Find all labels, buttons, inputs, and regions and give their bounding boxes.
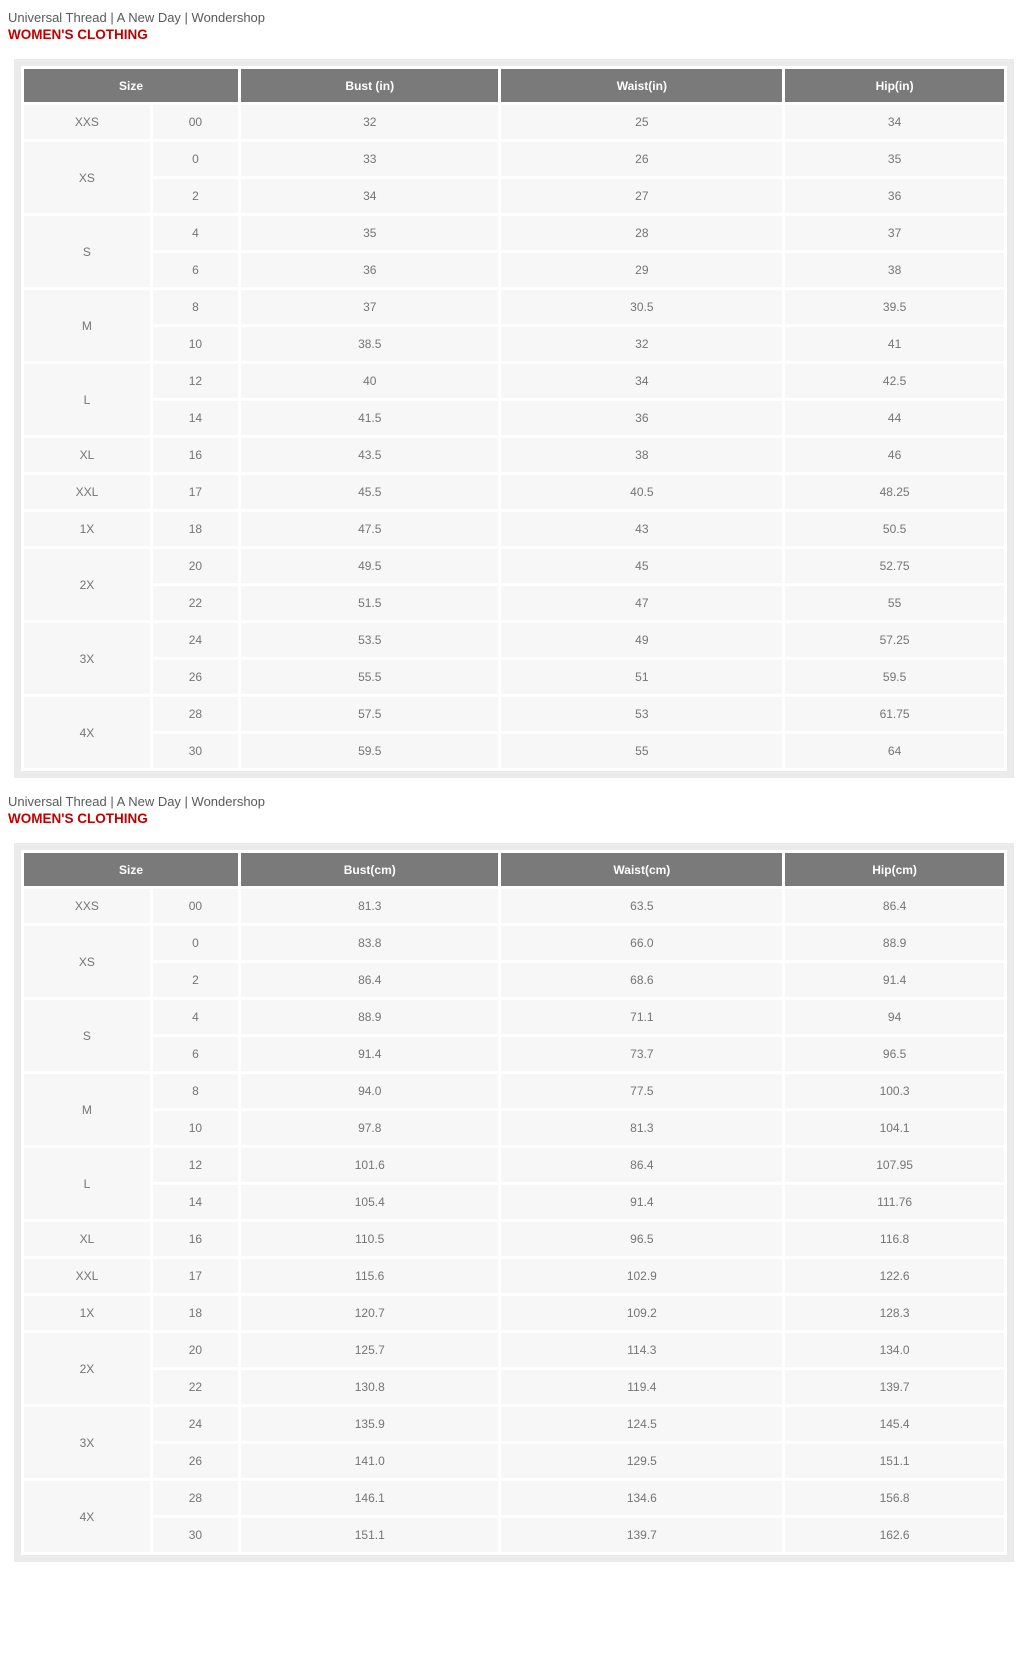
bust-cell: 34	[241, 179, 498, 213]
waist-cell: 53	[501, 697, 782, 731]
size-number-cell: 26	[153, 660, 238, 694]
size-number-cell: 24	[153, 623, 238, 657]
hip-cell: 134.0	[785, 1333, 1004, 1367]
column-header-bust: Bust(cm)	[241, 853, 498, 886]
bust-cell: 51.5	[241, 586, 498, 620]
size-chart-section-centimeters	[0, 778, 1024, 1562]
hip-cell: 162.6	[785, 1518, 1004, 1552]
size-number-cell: 16	[153, 1222, 238, 1256]
table-row	[24, 1333, 1004, 1367]
table-row	[24, 327, 1004, 361]
hip-cell: 46	[785, 438, 1004, 472]
size-letter-cell: XXS	[24, 889, 150, 923]
waist-cell: 109.2	[501, 1296, 782, 1330]
size-letter-cell: S	[24, 216, 150, 287]
size-letter-cell: 3X	[24, 623, 150, 694]
waist-cell: 25	[501, 105, 782, 139]
bust-cell: 40	[241, 364, 498, 398]
size-letter-cell: 1X	[24, 1296, 150, 1330]
hip-cell: 91.4	[785, 963, 1004, 997]
table-row	[24, 1074, 1004, 1108]
table-row	[24, 1185, 1004, 1219]
table-row	[24, 475, 1004, 509]
column-header-size: Size	[24, 69, 238, 102]
bust-cell: 83.8	[241, 926, 498, 960]
table-row	[24, 1370, 1004, 1404]
size-number-cell: 12	[153, 1148, 238, 1182]
size-number-cell: 30	[153, 1518, 238, 1552]
waist-cell: 96.5	[501, 1222, 782, 1256]
table-row	[24, 586, 1004, 620]
hip-cell: 52.75	[785, 549, 1004, 583]
size-table-container-centimeters	[14, 843, 1014, 1562]
waist-cell: 124.5	[501, 1407, 782, 1441]
waist-cell: 139.7	[501, 1518, 782, 1552]
size-number-cell: 0	[153, 926, 238, 960]
table-row	[24, 1481, 1004, 1515]
breadcrumb: Universal Thread | A New Day | Wondershop	[8, 794, 266, 809]
size-number-cell: 2	[153, 963, 238, 997]
hip-cell: 42.5	[785, 364, 1004, 398]
bust-cell: 146.1	[241, 1481, 498, 1515]
size-number-cell: 30	[153, 734, 238, 768]
bust-cell: 38.5	[241, 327, 498, 361]
hip-cell: 111.76	[785, 1185, 1004, 1219]
table-row	[24, 1148, 1004, 1182]
waist-cell: 29	[501, 253, 782, 287]
table-row	[24, 179, 1004, 213]
hip-cell: 64	[785, 734, 1004, 768]
hip-cell: 88.9	[785, 926, 1004, 960]
bust-cell: 32	[241, 105, 498, 139]
hip-cell: 86.4	[785, 889, 1004, 923]
waist-cell: 28	[501, 216, 782, 250]
hip-cell: 145.4	[785, 1407, 1004, 1441]
size-letter-cell: M	[24, 290, 150, 361]
waist-cell: 134.6	[501, 1481, 782, 1515]
size-number-cell: 17	[153, 475, 238, 509]
bust-cell: 88.9	[241, 1000, 498, 1034]
size-letter-cell: XS	[24, 926, 150, 997]
size-letter-cell: XL	[24, 438, 150, 472]
size-chart-section-inches	[0, 0, 1024, 778]
size-letter-cell: M	[24, 1074, 150, 1145]
table-row	[24, 512, 1004, 546]
waist-cell: 102.9	[501, 1259, 782, 1293]
hip-cell: 41	[785, 327, 1004, 361]
bust-cell: 35	[241, 216, 498, 250]
size-number-cell: 14	[153, 1185, 238, 1219]
waist-cell: 49	[501, 623, 782, 657]
size-number-cell: 14	[153, 401, 238, 435]
hip-cell: 156.8	[785, 1481, 1004, 1515]
bust-cell: 94.0	[241, 1074, 498, 1108]
column-header-hip: Hip(cm)	[785, 853, 1004, 886]
size-number-cell: 22	[153, 586, 238, 620]
bust-cell: 49.5	[241, 549, 498, 583]
bust-cell: 53.5	[241, 623, 498, 657]
size-number-cell: 6	[153, 1037, 238, 1071]
bust-cell: 115.6	[241, 1259, 498, 1293]
hip-cell: 57.25	[785, 623, 1004, 657]
waist-cell: 63.5	[501, 889, 782, 923]
waist-cell: 91.4	[501, 1185, 782, 1219]
size-letter-cell: XXS	[24, 105, 150, 139]
size-number-cell: 6	[153, 253, 238, 287]
table-row	[24, 1296, 1004, 1330]
column-header-waist: Waist(cm)	[501, 853, 782, 886]
waist-cell: 119.4	[501, 1370, 782, 1404]
bust-cell: 130.8	[241, 1370, 498, 1404]
hip-cell: 122.6	[785, 1259, 1004, 1293]
bust-cell: 43.5	[241, 438, 498, 472]
waist-cell: 26	[501, 142, 782, 176]
table-row	[24, 364, 1004, 398]
size-number-cell: 10	[153, 1111, 238, 1145]
size-number-cell: 24	[153, 1407, 238, 1441]
hip-cell: 37	[785, 216, 1004, 250]
size-number-cell: 16	[153, 438, 238, 472]
table-row	[24, 963, 1004, 997]
table-header-row	[24, 69, 1004, 102]
size-letter-cell: L	[24, 1148, 150, 1219]
table-row	[24, 1222, 1004, 1256]
size-letter-cell: 2X	[24, 1333, 150, 1404]
waist-cell: 36	[501, 401, 782, 435]
hip-cell: 116.8	[785, 1222, 1004, 1256]
table-row	[24, 1037, 1004, 1071]
waist-cell: 45	[501, 549, 782, 583]
bust-cell: 41.5	[241, 401, 498, 435]
table-row	[24, 926, 1004, 960]
hip-cell: 35	[785, 142, 1004, 176]
hip-cell: 139.7	[785, 1370, 1004, 1404]
hip-cell: 151.1	[785, 1444, 1004, 1478]
table-row	[24, 549, 1004, 583]
size-number-cell: 00	[153, 889, 238, 923]
size-number-cell: 4	[153, 1000, 238, 1034]
size-number-cell: 20	[153, 1333, 238, 1367]
waist-cell: 68.6	[501, 963, 782, 997]
table-row	[24, 1259, 1004, 1293]
hip-cell: 38	[785, 253, 1004, 287]
waist-cell: 73.7	[501, 1037, 782, 1071]
table-row	[24, 253, 1004, 287]
bust-cell: 47.5	[241, 512, 498, 546]
hip-cell: 36	[785, 179, 1004, 213]
table-row	[24, 216, 1004, 250]
table-row	[24, 623, 1004, 657]
table-row	[24, 697, 1004, 731]
hip-cell: 34	[785, 105, 1004, 139]
hip-cell: 104.1	[785, 1111, 1004, 1145]
table-row	[24, 401, 1004, 435]
size-letter-cell: 2X	[24, 549, 150, 620]
size-number-cell: 18	[153, 512, 238, 546]
bust-cell: 91.4	[241, 1037, 498, 1071]
table-header-row	[24, 853, 1004, 886]
waist-cell: 129.5	[501, 1444, 782, 1478]
table-row	[24, 1407, 1004, 1441]
size-number-cell: 10	[153, 327, 238, 361]
breadcrumb: Universal Thread | A New Day | Wondershop	[8, 10, 266, 25]
size-number-cell: 8	[153, 290, 238, 324]
hip-cell: 59.5	[785, 660, 1004, 694]
bust-cell: 110.5	[241, 1222, 498, 1256]
table-row	[24, 1444, 1004, 1478]
bust-cell: 135.9	[241, 1407, 498, 1441]
table-row	[24, 734, 1004, 768]
size-number-cell: 18	[153, 1296, 238, 1330]
bust-cell: 36	[241, 253, 498, 287]
hip-cell: 61.75	[785, 697, 1004, 731]
bust-cell: 45.5	[241, 475, 498, 509]
size-number-cell: 26	[153, 1444, 238, 1478]
size-table-inches	[21, 66, 1007, 771]
hip-cell: 48.25	[785, 475, 1004, 509]
size-letter-cell: XL	[24, 1222, 150, 1256]
waist-cell: 34	[501, 364, 782, 398]
column-header-waist: Waist(in)	[501, 69, 782, 102]
size-number-cell: 2	[153, 179, 238, 213]
size-letter-cell: XXL	[24, 1259, 150, 1293]
size-number-cell: 28	[153, 1481, 238, 1515]
hip-cell: 100.3	[785, 1074, 1004, 1108]
hip-cell: 50.5	[785, 512, 1004, 546]
size-number-cell: 4	[153, 216, 238, 250]
size-letter-cell: 3X	[24, 1407, 150, 1478]
table-row	[24, 142, 1004, 176]
size-letter-cell: L	[24, 364, 150, 435]
waist-cell: 47	[501, 586, 782, 620]
waist-cell: 30.5	[501, 290, 782, 324]
page-heading: WOMEN'S CLOTHING	[8, 27, 148, 42]
waist-cell: 71.1	[501, 1000, 782, 1034]
bust-cell: 59.5	[241, 734, 498, 768]
waist-cell: 114.3	[501, 1333, 782, 1367]
waist-cell: 32	[501, 327, 782, 361]
page-heading: WOMEN'S CLOTHING	[8, 811, 148, 826]
size-letter-cell: XS	[24, 142, 150, 213]
table-row	[24, 438, 1004, 472]
table-row	[24, 1111, 1004, 1145]
size-table-centimeters	[21, 850, 1007, 1555]
bust-cell: 33	[241, 142, 498, 176]
hip-cell: 94	[785, 1000, 1004, 1034]
bust-cell: 37	[241, 290, 498, 324]
size-number-cell: 22	[153, 1370, 238, 1404]
table-row	[24, 660, 1004, 694]
table-row	[24, 1000, 1004, 1034]
table-row	[24, 1518, 1004, 1552]
size-letter-cell: XXL	[24, 475, 150, 509]
bust-cell: 97.8	[241, 1111, 498, 1145]
table-row	[24, 889, 1004, 923]
hip-cell: 44	[785, 401, 1004, 435]
hip-cell: 55	[785, 586, 1004, 620]
size-letter-cell: 4X	[24, 1481, 150, 1552]
size-number-cell: 12	[153, 364, 238, 398]
bust-cell: 86.4	[241, 963, 498, 997]
waist-cell: 40.5	[501, 475, 782, 509]
bust-cell: 120.7	[241, 1296, 498, 1330]
bust-cell: 81.3	[241, 889, 498, 923]
table-row	[24, 105, 1004, 139]
size-letter-cell: S	[24, 1000, 150, 1071]
column-header-hip: Hip(in)	[785, 69, 1004, 102]
column-header-bust: Bust (in)	[241, 69, 498, 102]
column-header-size: Size	[24, 853, 238, 886]
waist-cell: 66.0	[501, 926, 782, 960]
bust-cell: 55.5	[241, 660, 498, 694]
size-letter-cell: 4X	[24, 697, 150, 768]
bust-cell: 101.6	[241, 1148, 498, 1182]
waist-cell: 55	[501, 734, 782, 768]
size-number-cell: 17	[153, 1259, 238, 1293]
bust-cell: 125.7	[241, 1333, 498, 1367]
bust-cell: 141.0	[241, 1444, 498, 1478]
hip-cell: 107.95	[785, 1148, 1004, 1182]
table-row	[24, 290, 1004, 324]
bust-cell: 105.4	[241, 1185, 498, 1219]
size-number-cell: 00	[153, 105, 238, 139]
bust-cell: 151.1	[241, 1518, 498, 1552]
waist-cell: 27	[501, 179, 782, 213]
size-number-cell: 28	[153, 697, 238, 731]
hip-cell: 128.3	[785, 1296, 1004, 1330]
waist-cell: 43	[501, 512, 782, 546]
waist-cell: 77.5	[501, 1074, 782, 1108]
size-number-cell: 8	[153, 1074, 238, 1108]
waist-cell: 86.4	[501, 1148, 782, 1182]
hip-cell: 96.5	[785, 1037, 1004, 1071]
hip-cell: 39.5	[785, 290, 1004, 324]
size-letter-cell: 1X	[24, 512, 150, 546]
size-table-container-inches	[14, 59, 1014, 778]
waist-cell: 51	[501, 660, 782, 694]
bust-cell: 57.5	[241, 697, 498, 731]
size-number-cell: 0	[153, 142, 238, 176]
waist-cell: 81.3	[501, 1111, 782, 1145]
size-number-cell: 20	[153, 549, 238, 583]
waist-cell: 38	[501, 438, 782, 472]
